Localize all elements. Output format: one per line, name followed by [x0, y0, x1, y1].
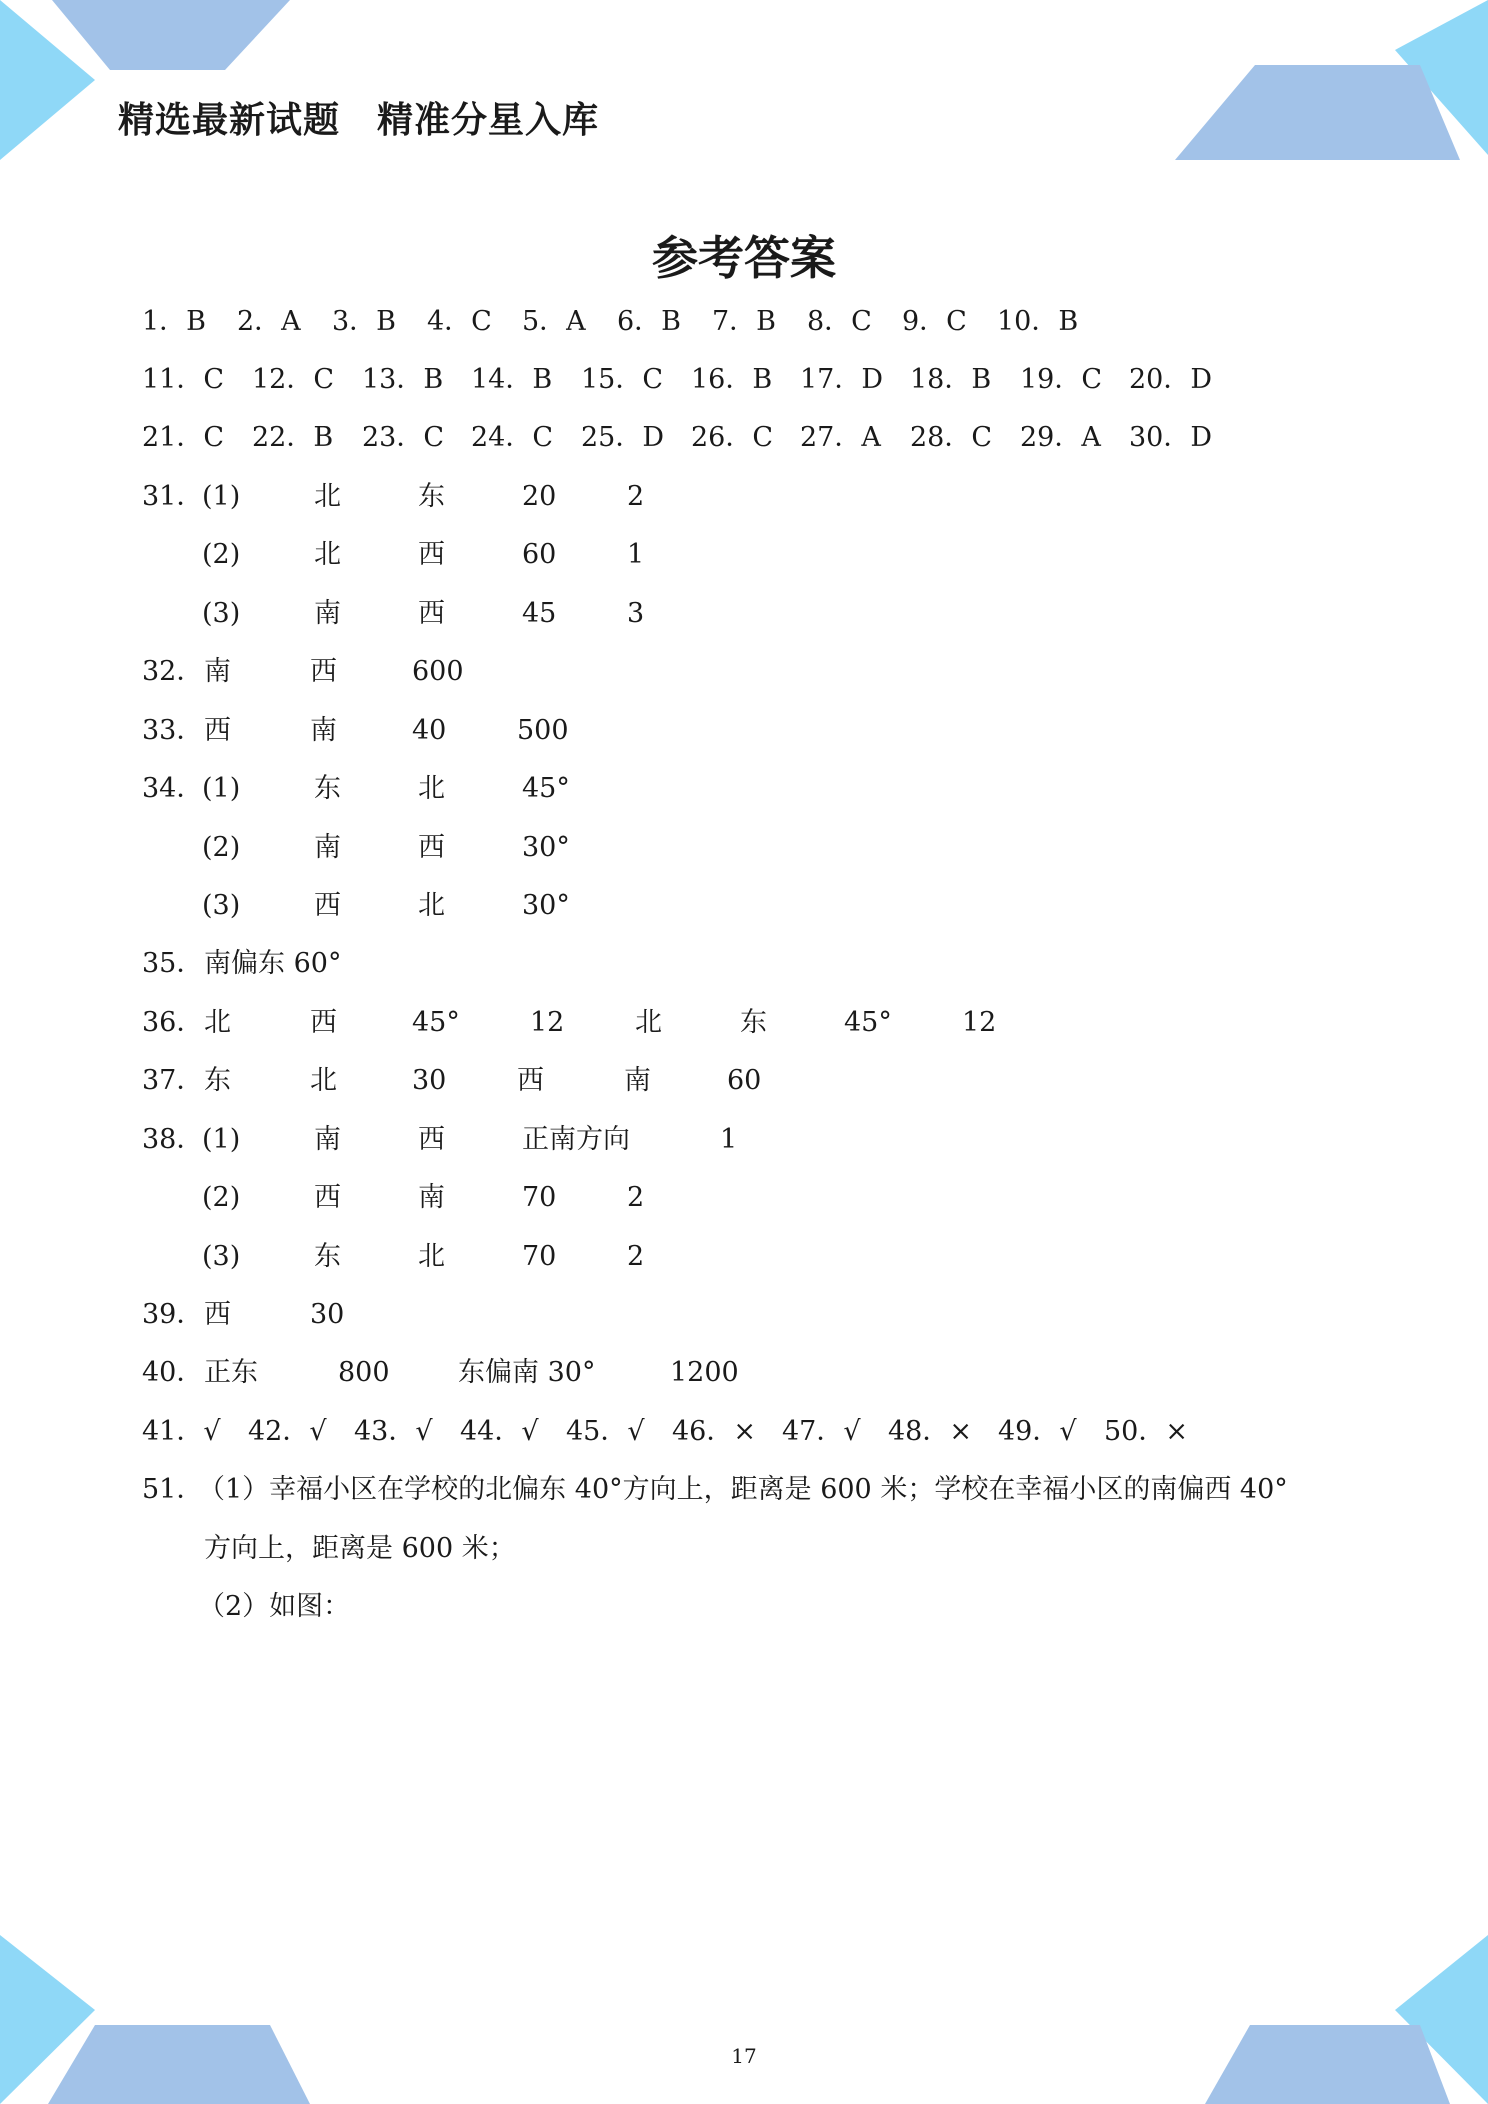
sub-index: (3) — [202, 1241, 241, 1272]
mc-answer: 23．C — [362, 422, 445, 453]
page-number: 17 — [731, 2044, 757, 2068]
tf-answer: 45．√ — [566, 1416, 645, 1447]
answer-blank: 12 — [530, 1007, 565, 1038]
question-number: 31． — [142, 481, 204, 512]
answer-blank: 南 — [310, 715, 337, 746]
answer-blank: 1200 — [670, 1357, 739, 1388]
answer-blank: 西 — [204, 715, 231, 746]
answer-blank: 南 — [314, 1124, 341, 1155]
mc-answer: 20．D — [1129, 364, 1213, 395]
answer-blank: 南 — [204, 656, 231, 687]
question-number: 32． — [142, 656, 204, 687]
answer-blank: 南 — [624, 1065, 651, 1096]
tf-answer: 47．√ — [782, 1416, 861, 1447]
answer-blank: 西 — [310, 656, 337, 687]
answer-blank: 45° — [522, 773, 570, 804]
answer-blank: 30° — [522, 890, 570, 921]
sub-index: (3) — [202, 890, 241, 921]
answer-blank: 西 — [418, 1124, 445, 1155]
answer-blank: 正南方向 — [522, 1124, 630, 1155]
answer-blank: 800 — [338, 1357, 390, 1388]
answer-blank: 30° — [522, 832, 570, 863]
answer-blank: 正东 — [204, 1357, 258, 1388]
bottom-right-triangle — [1395, 1935, 1488, 2104]
mc-answer: 17．D — [800, 364, 884, 395]
tf-answer: 41．√ — [142, 1416, 221, 1447]
mc-answer: 28．C — [910, 422, 993, 453]
tf-answer: 42．√ — [248, 1416, 327, 1447]
answer-blank: 东 — [418, 481, 445, 512]
mc-answer: 29．A — [1020, 422, 1101, 453]
answer-blank: 北 — [314, 539, 341, 570]
question-number: 39． — [142, 1299, 204, 1330]
answer-blank: 北 — [314, 481, 341, 512]
tf-answer: 43．√ — [354, 1416, 433, 1447]
answer-blank: 12 — [962, 1007, 997, 1038]
top-left-triangle — [0, 0, 95, 160]
answer-blank: 500 — [517, 715, 569, 746]
answer-blank: 60 — [727, 1065, 762, 1096]
answer-blank: 西 — [204, 1299, 231, 1330]
answer-blank: 西 — [517, 1065, 544, 1096]
answer-blank: 2 — [627, 481, 645, 512]
answer-blank: 西 — [418, 832, 445, 863]
answer-blank: 东 — [740, 1007, 767, 1038]
answer-blank: 40 — [412, 715, 447, 746]
mc-answer: 18．B — [910, 364, 992, 395]
answer-blank: 2 — [627, 1241, 645, 1272]
tf-answer: 50．× — [1104, 1416, 1188, 1447]
answer-text: （1）幸福小区在学校的北偏东 40°方向上，距离是 600 米；学校在幸福小区的南偏西 40° — [198, 1474, 1288, 1505]
q51-row-2: 方向上，距离是 600 米； — [204, 1533, 516, 1564]
mc-answer: 1．B — [142, 306, 207, 337]
sub-index: (1) — [202, 1124, 241, 1155]
answer-blank: 东 — [314, 1241, 341, 1272]
answer-blank: 北 — [418, 773, 445, 804]
sub-index: (3) — [202, 598, 241, 629]
sub-index: (2) — [202, 1182, 241, 1213]
answer-blank: 西 — [314, 1182, 341, 1213]
answer-blank: 北 — [310, 1065, 337, 1096]
answer-blank: 1 — [627, 539, 645, 570]
answer-blank: 北 — [635, 1007, 662, 1038]
question-number: 40． — [142, 1357, 204, 1388]
sub-index: (2) — [202, 539, 241, 570]
mc-answer: 12．C — [252, 364, 335, 395]
mc-answer: 30．D — [1129, 422, 1213, 453]
answer-blank: 3 — [627, 598, 645, 629]
answer-blank: 70 — [522, 1182, 557, 1213]
mc-answer: 26．C — [691, 422, 774, 453]
tf-answer: 46．× — [672, 1416, 756, 1447]
question-number: 36． — [142, 1007, 204, 1038]
answer-blank: 600 — [412, 656, 464, 687]
mc-answer: 4．C — [427, 306, 492, 337]
mc-answer: 13．B — [362, 364, 444, 395]
answer-blank: 2 — [627, 1182, 645, 1213]
mc-answer: 27．A — [800, 422, 881, 453]
answer-blank: 南 — [314, 832, 341, 863]
mc-answer: 16．B — [691, 364, 773, 395]
q51-row-3: （2）如图： — [198, 1591, 351, 1622]
mc-answer: 25．D — [581, 422, 665, 453]
tf-answer: 49．√ — [998, 1416, 1077, 1447]
question-number: 37． — [142, 1065, 204, 1096]
tf-answer: 48．× — [888, 1416, 972, 1447]
answer-blank: 1 — [720, 1124, 738, 1155]
question-number: 38． — [142, 1124, 204, 1155]
mc-answer: 7．B — [712, 306, 777, 337]
bottom-left-triangle — [0, 1935, 95, 2104]
mc-answer: 21．C — [142, 422, 225, 453]
answer-blank: 30 — [310, 1299, 345, 1330]
mc-answer: 9．C — [902, 306, 967, 337]
answer-blank: 南 — [418, 1182, 445, 1213]
answer-blank: 南 — [314, 598, 341, 629]
mc-answer: 8．C — [807, 306, 872, 337]
answer-blank: 北 — [418, 890, 445, 921]
mc-answer: 2．A — [237, 306, 301, 337]
mc-answer: 11．C — [142, 364, 225, 395]
mc-answer: 10．B — [997, 306, 1079, 337]
mc-answer: 22．B — [252, 422, 334, 453]
sub-index: (1) — [202, 481, 241, 512]
answer-blank: 东偏南 30° — [458, 1357, 596, 1388]
header-title: 精选最新试题 精准分星入库 — [118, 100, 600, 141]
question-number: 51． — [142, 1474, 204, 1505]
answer-blank: 70 — [522, 1241, 557, 1272]
sub-index: (1) — [202, 773, 241, 804]
top-right-trapezoid — [1175, 65, 1460, 160]
sub-index: (2) — [202, 832, 241, 863]
answer-blank: 45° — [412, 1007, 460, 1038]
top-left-trapezoid — [52, 0, 290, 70]
answer-blank: 西 — [314, 890, 341, 921]
answer-blank: 东 — [314, 773, 341, 804]
answer-blank: 东 — [204, 1065, 231, 1096]
answer-blank: 45 — [522, 598, 557, 629]
mc-answer: 14．B — [471, 364, 553, 395]
answer-blank: 30 — [412, 1065, 447, 1096]
answer-blank: 北 — [204, 1007, 231, 1038]
answer-blank: 西 — [418, 598, 445, 629]
answer-blank: 45° — [844, 1007, 892, 1038]
mc-answer: 6．B — [617, 306, 682, 337]
answer-blank: 20 — [522, 481, 557, 512]
answer-blank: 南偏东 60° — [204, 948, 342, 979]
question-number: 33． — [142, 715, 204, 746]
answer-blank: 西 — [310, 1007, 337, 1038]
mc-answer: 3．B — [332, 306, 397, 337]
question-number: 34． — [142, 773, 204, 804]
answer-blank: 60 — [522, 539, 557, 570]
mc-answer: 19．C — [1020, 364, 1103, 395]
mc-answer: 24．C — [471, 422, 554, 453]
question-number: 35． — [142, 948, 204, 979]
top-right-triangle — [1395, 0, 1488, 155]
document-title: 参考答案 — [652, 231, 836, 285]
answer-blank: 北 — [418, 1241, 445, 1272]
mc-answer: 15．C — [581, 364, 664, 395]
tf-answer: 44．√ — [460, 1416, 539, 1447]
mc-answer: 5．A — [522, 306, 586, 337]
answer-blank: 西 — [418, 539, 445, 570]
